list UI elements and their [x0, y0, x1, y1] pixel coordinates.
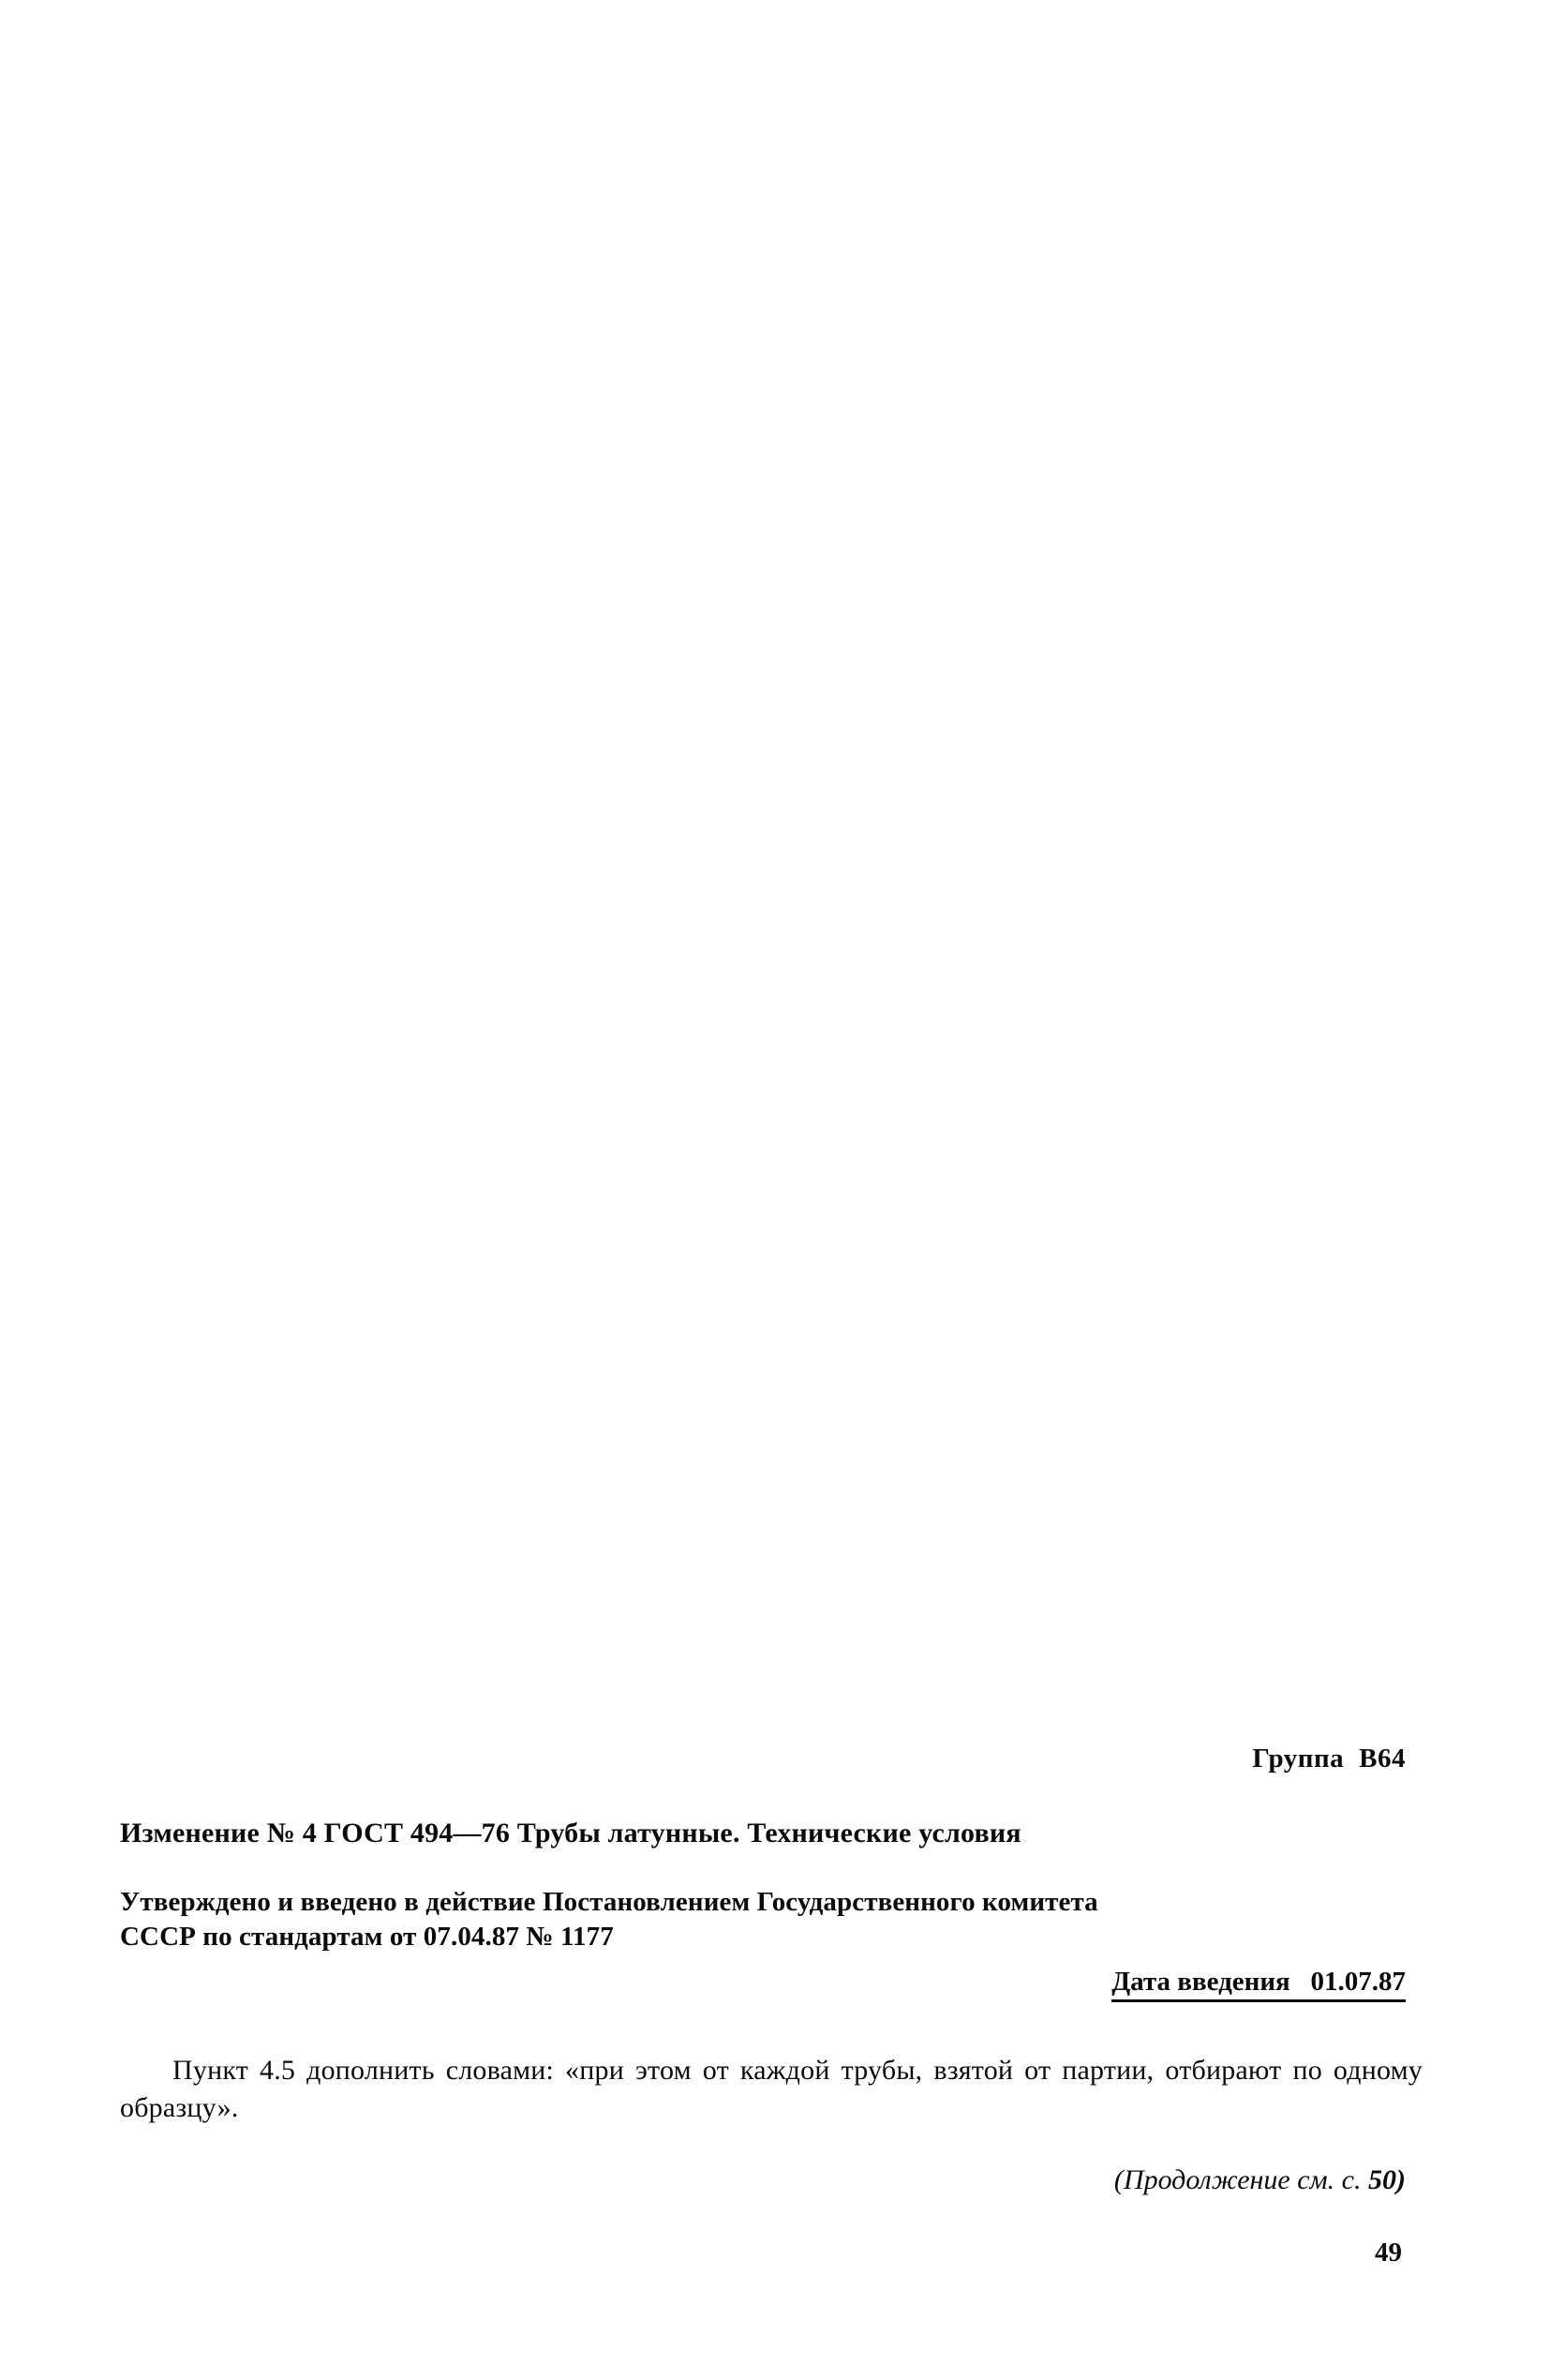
approval-line-1: Утверждено и введено в действие Постановлением Государственного комитета: [120, 1886, 1098, 1917]
introduction-date-value: 01.07.87: [1310, 1966, 1406, 1997]
introduction-date: [120, 1967, 1423, 1998]
body-paragraph: Пункт 4.5 дополнить словами: «при этом от каждой трубы, взятой от партии, отбирают по одному образцу».: [120, 2054, 1423, 2124]
approval-line-2: СССР по стандартам от 07.04.87 № 1177: [120, 1922, 614, 1953]
page-content: [120, 1744, 1423, 2268]
continuation-page: 50): [1368, 2164, 1406, 2196]
introduction-date-text: [1111, 1967, 1406, 2002]
page-number: 49: [1375, 2238, 1402, 2268]
group-label: Группа: [1252, 1744, 1345, 1774]
approval-block: [120, 1885, 1423, 1955]
introduction-date-label: Дата введения: [1111, 1966, 1290, 1997]
group-value: В64: [1359, 1744, 1406, 1774]
change-title: Изменение № 4 ГОСТ 494—76 Трубы латунные. Технические условия: [120, 1818, 1021, 1849]
continuation-text: (Продолжение см. с.: [1113, 2164, 1362, 2196]
group-line: [120, 1744, 1423, 1774]
continuation-note: [120, 2164, 1423, 2196]
